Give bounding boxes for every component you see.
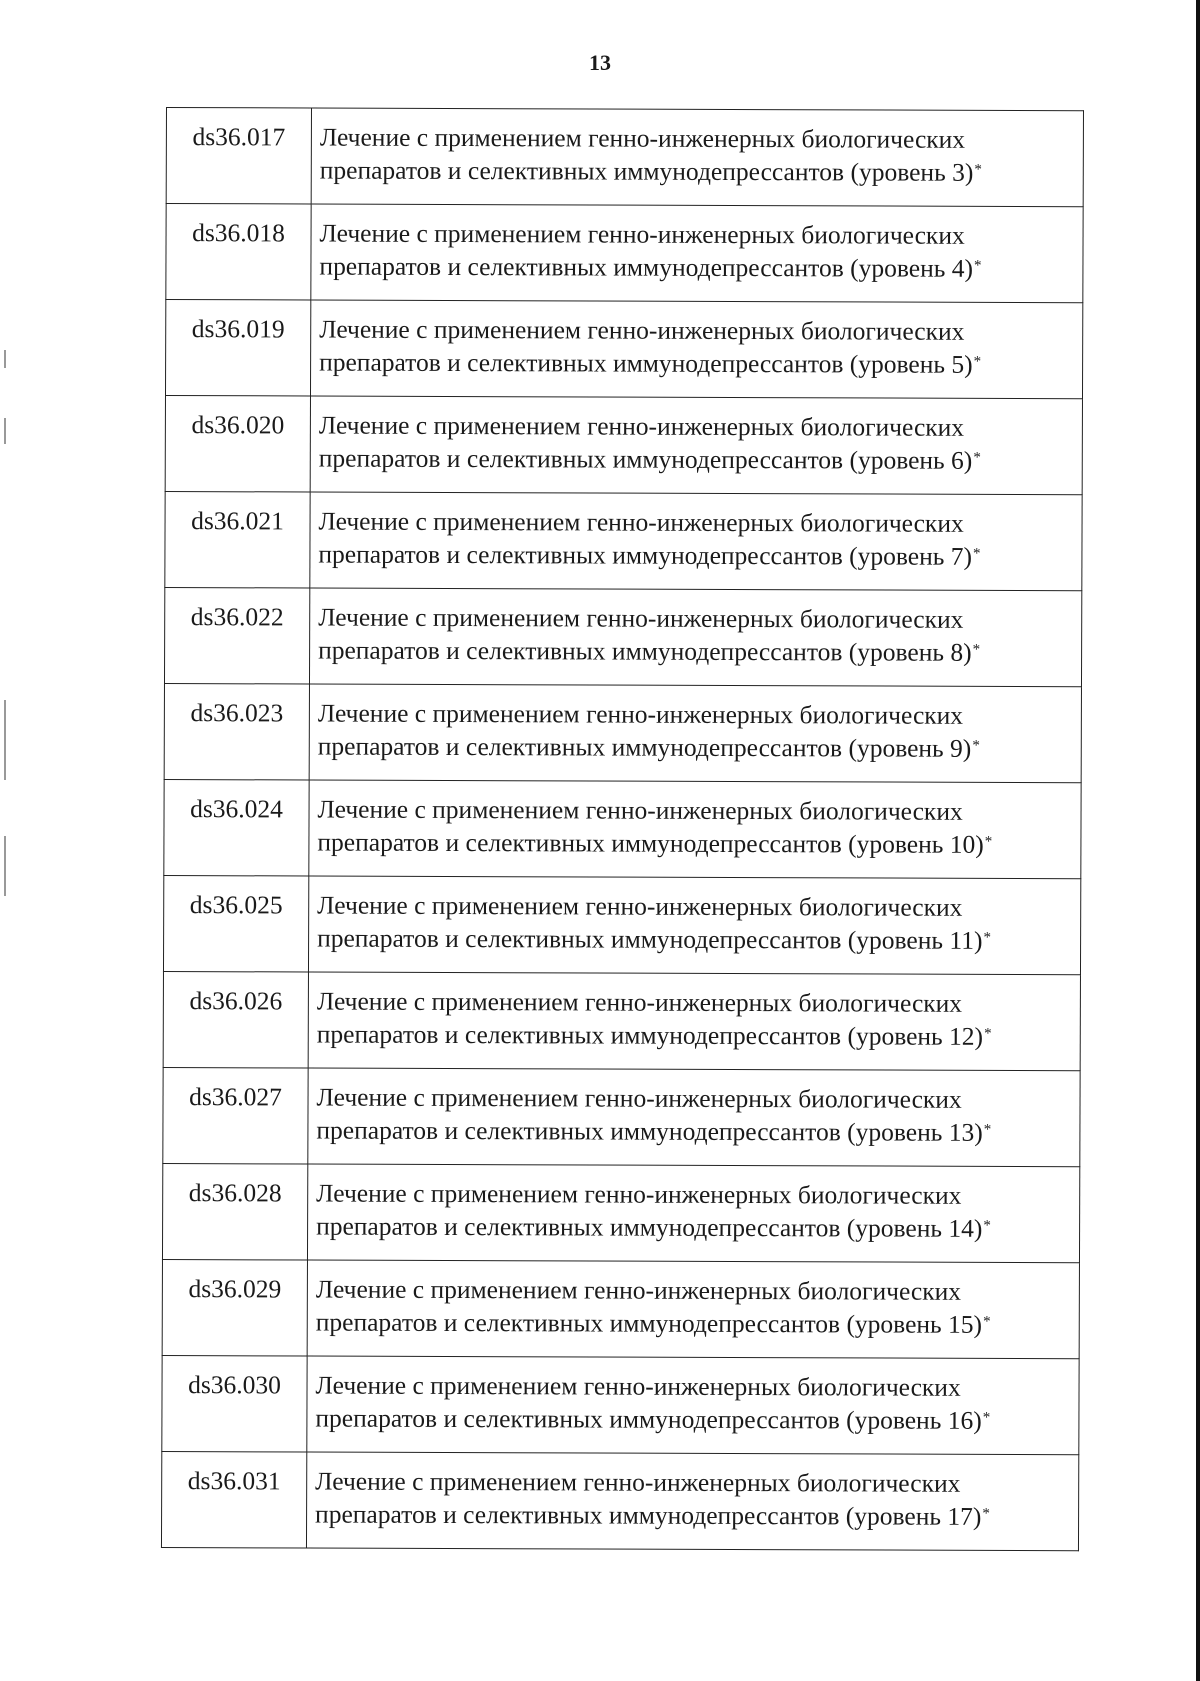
row-description	[311, 108, 1083, 207]
description-line-2: препаратов и селективных иммунодепрессантов (уровень 8)	[318, 635, 972, 667]
table-row	[162, 1259, 1079, 1358]
description-line-1: Лечение с применением генно-инженерных биологических	[319, 314, 965, 346]
scan-mark	[4, 350, 6, 368]
table-row	[164, 587, 1081, 686]
footnote-asterisk: *	[984, 833, 993, 850]
description-line-2: препаратов и селективных иммунодепрессантов (уровень 7)	[318, 539, 973, 571]
footnote-asterisk: *	[984, 1025, 992, 1042]
description-line-2: препаратов и селективных иммунодепрессантов (уровень 11)	[317, 923, 983, 955]
table-row	[166, 204, 1083, 303]
description-line-1: Лечение с применением генно-инженерных биологических	[318, 410, 965, 442]
row-code: ds36.026	[163, 971, 308, 1068]
footnote-asterisk: *	[983, 929, 992, 946]
description-line-1: Лечение с применением генно-инженерных биологических	[317, 794, 963, 826]
row-code: ds36.028	[162, 1163, 307, 1260]
description-line-2-wrap	[319, 442, 1076, 478]
description-line-2: препаратов и селективных иммунодепрессантов (уровень 15)	[315, 1307, 983, 1339]
table-row	[166, 108, 1083, 207]
description-line-2-wrap	[315, 1498, 1072, 1534]
row-code: ds36.018	[166, 204, 311, 301]
description-line-1: Лечение с применением генно-инженерных биологических	[316, 1178, 962, 1210]
description-line-1: Лечение с применением генно-инженерных биологических	[319, 218, 965, 250]
description-line-2: препаратов и селективных иммунодепрессантов (уровень 9)	[317, 731, 972, 763]
description-line-2: препаратов и селективных иммунодепрессантов (уровень 5)	[319, 347, 973, 379]
table-row	[163, 875, 1080, 974]
row-description	[310, 300, 1082, 399]
description-line-2-wrap	[319, 250, 1076, 286]
table-row	[162, 1355, 1079, 1454]
description-line-2: препаратов и селективных иммунодепрессантов (уровень 14)	[316, 1211, 983, 1243]
description-line-1: Лечение с применением генно-инженерных биологических	[317, 698, 964, 730]
footnote-asterisk: *	[973, 353, 982, 370]
row-description	[311, 204, 1083, 303]
scan-mark	[4, 418, 6, 444]
description-line-1: Лечение с применением генно-инженерных биологических	[315, 1274, 962, 1306]
row-description	[306, 1452, 1078, 1551]
table-row	[164, 683, 1081, 782]
row-description	[308, 876, 1080, 975]
page-number: 13	[589, 50, 611, 75]
description-line-1: Лечение с применением генно-инженерных биологических	[316, 986, 963, 1018]
row-code: ds36.017	[166, 108, 311, 205]
row-description	[308, 1068, 1080, 1167]
table-row	[165, 396, 1082, 495]
description-line-2-wrap	[318, 634, 1075, 670]
footnote-asterisk: *	[983, 1217, 991, 1234]
description-line-2-wrap	[315, 1402, 1072, 1438]
row-description	[309, 684, 1081, 783]
row-description	[309, 588, 1081, 687]
scan-edge	[1196, 0, 1200, 1681]
description-line-2-wrap	[319, 346, 1076, 382]
footnote-asterisk: *	[973, 257, 982, 274]
description-line-2: препаратов и селективных иммунодепрессантов (уровень 4)	[319, 251, 974, 283]
description-line-2-wrap	[316, 1114, 1073, 1150]
row-description	[307, 1356, 1079, 1455]
row-code: ds36.024	[164, 779, 309, 876]
footnote-asterisk: *	[972, 737, 980, 754]
description-line-2: препаратов и селективных иммунодепрессантов (уровень 6)	[318, 443, 973, 475]
row-code: ds36.027	[163, 1067, 308, 1164]
footnote-asterisk: *	[983, 1313, 991, 1330]
table-row	[164, 779, 1081, 878]
description-line-2: препаратов и селективных иммунодепрессантов (уровень 3)	[319, 155, 974, 187]
table-body	[161, 108, 1083, 1551]
description-line-1: Лечение с применением генно-инженерных биологических	[316, 1082, 962, 1114]
row-code: ds36.019	[165, 300, 310, 397]
description-line-1: Лечение с применением генно-инженерных биологических	[319, 122, 966, 154]
row-code: ds36.022	[164, 587, 309, 684]
footnote-asterisk: *	[983, 1121, 992, 1138]
description-line-2-wrap	[317, 826, 1074, 862]
description-line-2-wrap	[317, 1018, 1074, 1054]
description-line-2: препаратов и селективных иммунодепрессантов (уровень 10)	[317, 827, 984, 859]
description-line-1: Лечение с применением генно-инженерных биологических	[315, 1370, 961, 1402]
table-row	[165, 300, 1082, 399]
row-description	[308, 972, 1080, 1071]
description-line-2-wrap	[318, 730, 1075, 766]
footnote-asterisk: *	[982, 1505, 990, 1522]
row-code: ds36.020	[165, 396, 310, 493]
description-line-2-wrap	[316, 1210, 1073, 1246]
description-line-2-wrap	[318, 538, 1075, 574]
description-line-1: Лечение с применением генно-инженерных биологических	[315, 1466, 961, 1498]
scan-mark	[4, 836, 6, 896]
description-line-2: препаратов и селективных иммунодепрессантов (уровень 13)	[316, 1115, 983, 1147]
footnote-asterisk: *	[972, 545, 981, 562]
row-description	[309, 780, 1081, 879]
row-code: ds36.021	[165, 491, 310, 588]
table-row	[161, 1451, 1078, 1550]
description-line-1: Лечение с применением генно-инженерных биологических	[317, 890, 963, 922]
row-description	[310, 396, 1082, 495]
row-code: ds36.025	[163, 875, 308, 972]
row-code: ds36.030	[162, 1355, 307, 1452]
footnote-asterisk: *	[973, 449, 981, 466]
row-code: ds36.029	[162, 1259, 307, 1356]
table-row	[163, 971, 1080, 1070]
row-description	[307, 1260, 1079, 1359]
description-line-1: Лечение с применением генно-инженерных биологических	[318, 506, 964, 538]
row-description	[310, 492, 1082, 591]
row-code: ds36.031	[161, 1451, 306, 1548]
table-row	[162, 1163, 1079, 1262]
description-line-2-wrap	[317, 922, 1074, 958]
footnote-asterisk: *	[982, 1409, 991, 1426]
row-description	[307, 1164, 1079, 1263]
description-line-2-wrap	[316, 1306, 1073, 1342]
description-line-2: препаратов и селективных иммунодепрессантов (уровень 16)	[315, 1403, 982, 1435]
footnote-asterisk: *	[972, 641, 981, 658]
scan-mark	[4, 700, 6, 780]
table-row	[163, 1067, 1080, 1166]
table-row	[165, 491, 1082, 590]
description-line-2: препаратов и селективных иммунодепрессантов (уровень 12)	[316, 1019, 984, 1051]
codes-table	[161, 107, 1084, 1551]
description-line-2: препаратов и селективных иммунодепрессантов (уровень 17)	[315, 1499, 982, 1531]
footnote-asterisk: *	[974, 161, 982, 178]
row-code: ds36.023	[164, 683, 309, 780]
description-line-2-wrap	[320, 154, 1077, 190]
description-line-1: Лечение с применением генно-инженерных биологических	[318, 602, 964, 634]
